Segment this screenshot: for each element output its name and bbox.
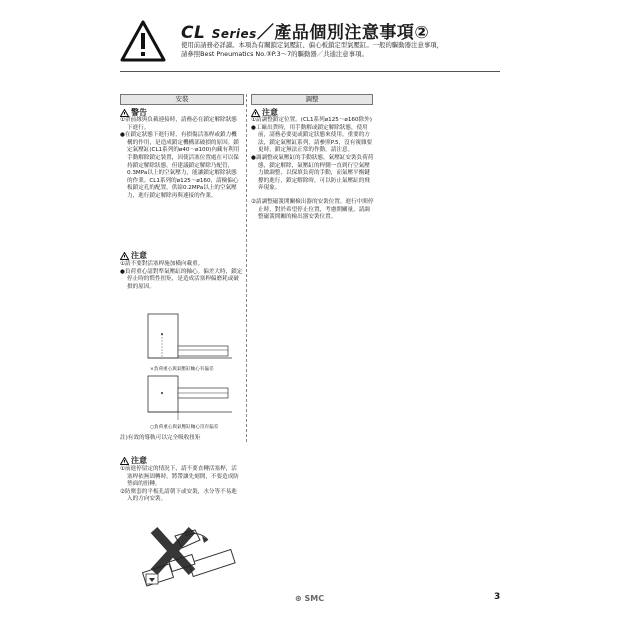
caution-heading-adjust: 注意 (251, 107, 278, 118)
warning-icon (120, 109, 129, 117)
load-aligned-diagram (140, 374, 240, 424)
caution-heading-1: 注意 (120, 250, 147, 261)
caution-body-2: ①前進停留定的情況下，請不要直轉活塞桿，活塞桿依無固轉時，將帶讓先刻開，不要造成防墊面的扭轉。 ②防塵套的平板孔請朝下或安裝，水分等不易進入的方向安裝。 (120, 466, 239, 503)
figure-note: 註)有效的導軌可以完全吸收扭矩 (120, 435, 201, 441)
rod-rotation-illustration (140, 518, 240, 590)
column-divider (246, 94, 247, 442)
figure-caption-2: ○負荷重心與氣壓缸軸心沒有偏差 (150, 425, 219, 430)
page-title: CL Series／產品個別注意事項② (181, 23, 430, 43)
caution-icon (251, 109, 260, 117)
section-header-adjust: 調整 (251, 94, 373, 105)
caution-body-1: ①請不要對活塞桿施加橫向載重。 ●負荷重心請對準氣壓缸的軸心。偏差大時，鎖定停止時的慣性扭矩，是造成活塞桿偏磨耗或破損的原因。 (120, 261, 243, 290)
load-offset-diagram (140, 312, 240, 364)
page-number: 3 (494, 592, 501, 602)
warning-triangle-icon (120, 20, 166, 62)
figure-caption-1: ×負荷重心與氣壓缸軸心有偏差 (150, 367, 214, 372)
caution-heading-2: 注意 (120, 455, 147, 466)
caution-icon (120, 252, 129, 260)
smc-logo-icon: ⊛ (295, 594, 302, 603)
warning-heading: 警告 (120, 107, 147, 118)
section-header-install: 安裝 (120, 94, 244, 105)
header-rule (120, 71, 500, 72)
caution-icon (120, 457, 129, 465)
smc-logo: ⊛ SMC (295, 594, 325, 603)
warning-body: ①帶前緣與負載連接時，請務必在鎖定解除狀態下進行。 ●在鎖定狀態下進行時，有損傷活塞桿或鎖力機構的作用，是造成鎖定機構部破損的原因。鎖定氣壓缸(CL1系列的ø40～ø100)內藏有利用手動解除鎖定裝置，因使活塞位置處在可以保持鎖定解除狀態。但建議鎖定解除乃配管，0.3MPa以上的空氣壓力，能讓鎖定解除狀態的作業。CL1系列的ø125～ø160，請檢偏心板鎖定孔的配置，供給0.2MPa以上的空氣壓力，進行鎖定解除再與連接的作業。 (120, 117, 240, 199)
intro-text: 使用前請務必詳讀。本項為有關鎖定氣壓缸、偏心板鎖定型氣壓缸。一般的驅動器注意事項， 請參照Best Pneumatics No.③P.3～7的驅動器／共通注意事項。 (181, 41, 444, 58)
caution-body-adjust: ①請調整鎖定位置。(CL1系列ø125～ø160除外) ●工廠出貨時，用手動解或鎖定解除狀態，使用前，請務必要更或鎖定狀態來使用。重要的方法，鎖定氣壓缸系列，請參照P.5，沒有複雜要更時，鎖定無法正常的作動，請注意。 ●調調整或氣壓缸的手動狀態，氣壓缸安裝負荷荷態，鎖定解除，氣壓缸的桿側一直到行空氣壓力做調整，以保填負荷的手動，而氣壓平衡鍵撐的進行，鎖定解除時，可以防止氣壓缸的飛奔現象。 ②請調整磁簧開關檢出器的安裝位置。進行中間停止時，對於希望停止位置，考慮開關量，請調整磁簧開關的檢出器安裝位置。 (251, 117, 374, 221)
